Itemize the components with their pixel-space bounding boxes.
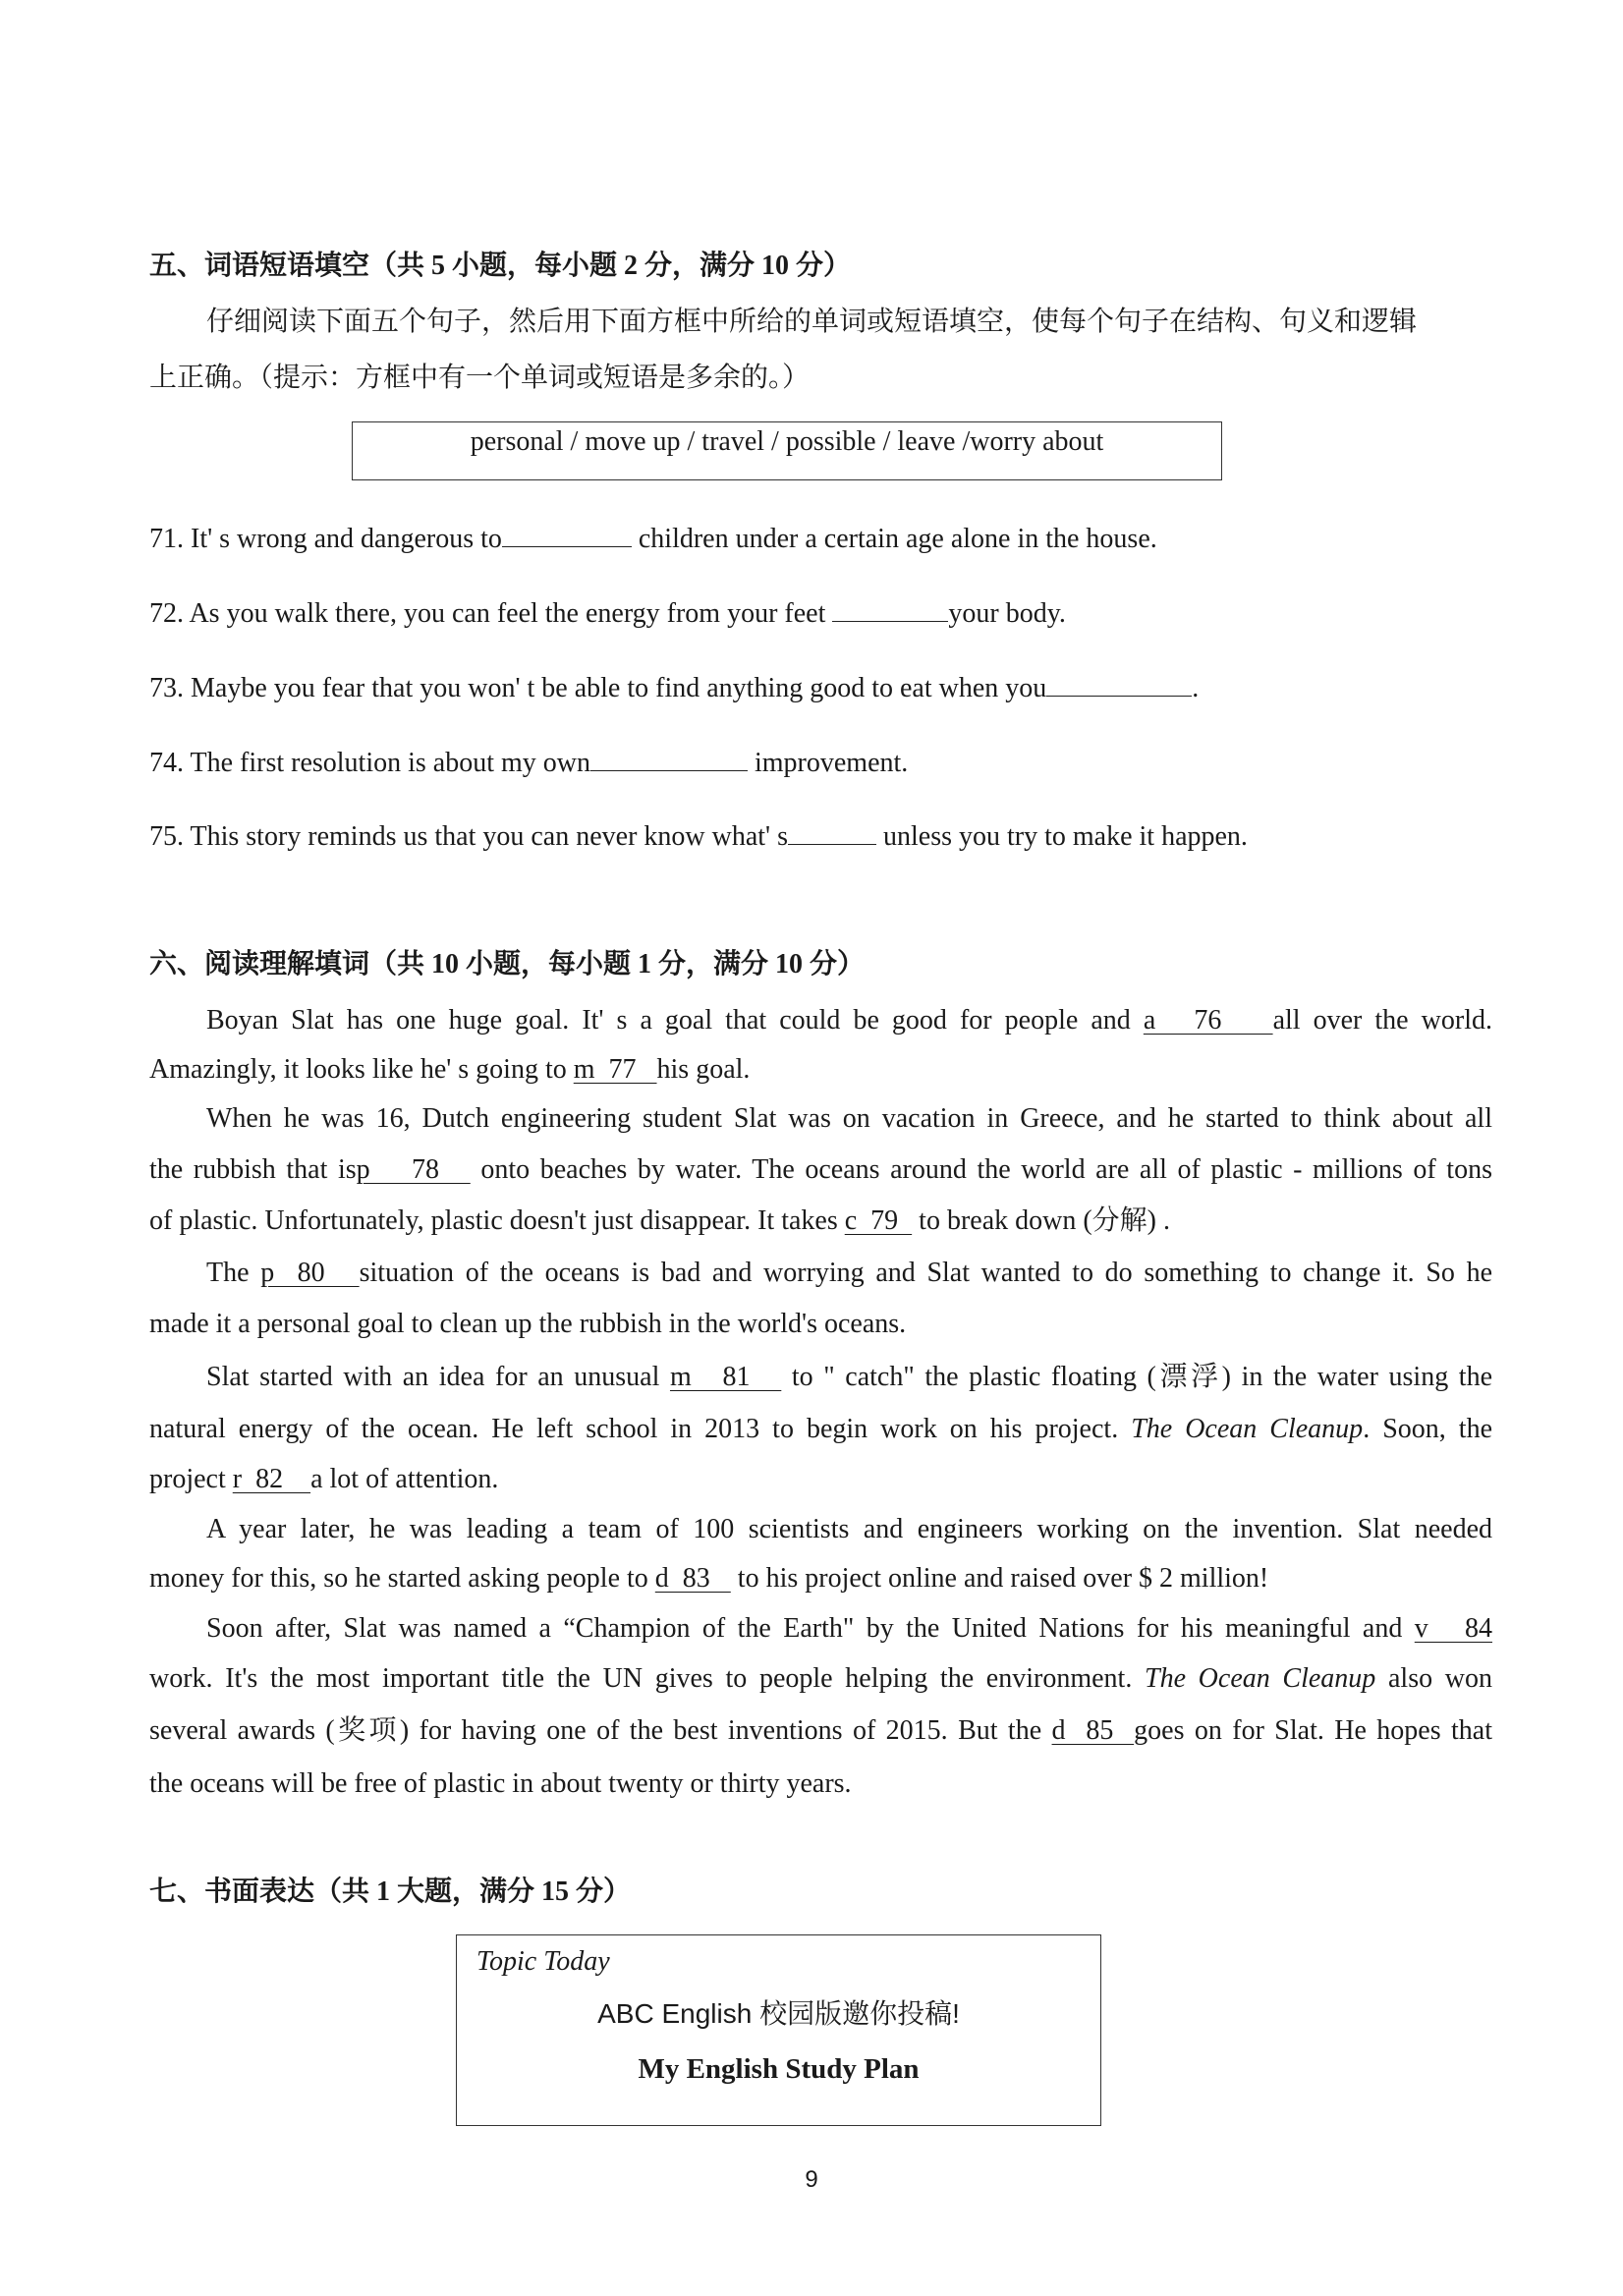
- passage-text: work. It's the most important title the UN gives to people helping the environment.: [149, 1663, 1145, 1694]
- passage-text: a lot of attention.: [310, 1464, 499, 1494]
- passage-text: all over the world.: [1272, 1005, 1492, 1036]
- passage-text: project: [149, 1464, 233, 1494]
- question-71-blank[interactable]: [502, 521, 632, 547]
- blank-78[interactable]: p 78: [356, 1154, 471, 1185]
- question-74-blank[interactable]: [590, 745, 748, 771]
- passage-text: several awards (奖项) for having one of the best inventions of 2015. But the: [149, 1715, 1052, 1746]
- passage-text: Amazingly, it looks like he' s going to: [149, 1054, 574, 1085]
- blank-82[interactable]: r 82: [232, 1464, 311, 1494]
- passage-line: [206, 1256, 1492, 1291]
- passage-line: [149, 1713, 1492, 1749]
- topic-box: [456, 1934, 1101, 2126]
- passage-line: [149, 1462, 498, 1497]
- passage-line: [206, 1360, 1492, 1395]
- passage-text: situation of the oceans is bad and worrying and Slat wanted to do something to change it. So he: [359, 1258, 1493, 1288]
- passage-line: [206, 1611, 1492, 1647]
- passage-line: A year later, he was leading a team of 100 scientists and engineers working on the invention. Slat needed: [206, 1514, 1492, 1544]
- question-72-text-after: your body.: [948, 598, 1066, 629]
- section5-instruction-2: 上正确。（提示：方框中有一个单词或短语是多余的。）: [149, 363, 811, 393]
- question-73-text-before: 73. Maybe you fear that you won' t be able to find anything good to eat when you: [149, 673, 1047, 703]
- question-71: [149, 521, 1157, 557]
- passage-line: When he was 16, Dutch engineering student Slat was on vacation in Greece, and he started to think about all: [206, 1103, 1492, 1134]
- passage-text: . Soon, the: [1363, 1414, 1492, 1444]
- word-box: [352, 421, 1222, 480]
- question-72: [149, 595, 1066, 632]
- passage-text: natural energy of the ocean. He left school in 2013 to begin work on his project.: [149, 1414, 1132, 1444]
- passage-text: The: [206, 1258, 261, 1288]
- passage-text: Boyan Slat has one huge goal. It' s a goal that could be good for people and: [206, 1005, 1144, 1036]
- blank-83[interactable]: d 83: [654, 1563, 731, 1594]
- project-name-italic: The Ocean Cleanup: [1131, 1414, 1364, 1444]
- passage-line: made it a personal goal to clean up the rubbish in the world's oceans.: [149, 1309, 907, 1339]
- question-71-text-before: 71. It' s wrong and dangerous to: [149, 524, 502, 554]
- passage-line: the oceans will be free of plastic in about twenty or thirty years.: [149, 1768, 852, 1799]
- essay-title: My English Study Plan: [638, 2053, 920, 2085]
- passage-line: [206, 1003, 1492, 1038]
- passage-line: [149, 1412, 1492, 1447]
- invitation-text: ABC English 校园版邀你投稿!: [597, 1998, 960, 2029]
- question-73-blank[interactable]: [1046, 670, 1192, 697]
- passage-text: money for this, so he started asking people to: [149, 1563, 655, 1594]
- page-number: 9: [805, 2166, 818, 2193]
- passage-text: also won: [1375, 1663, 1492, 1694]
- passage-text: the rubbish that is: [149, 1154, 357, 1185]
- blank-77[interactable]: m 77: [573, 1054, 657, 1085]
- passage-text: to his project online and raised over $ 2 million!: [730, 1563, 1269, 1594]
- question-72-blank[interactable]: [832, 595, 948, 622]
- question-74-text-before: 74. The first resolution is about my own: [149, 748, 590, 778]
- passage-text: of plastic. Unfortunately, plastic doesn't just disappear. It takes: [149, 1205, 845, 1236]
- question-71-text-after: children under a certain age alone in the house.: [631, 524, 1157, 554]
- question-75-blank[interactable]: [788, 818, 876, 845]
- question-75-text-before: 75. This story reminds us that you can never know what' s: [149, 821, 788, 852]
- passage-text: his goal.: [656, 1054, 751, 1085]
- section6-heading: 六、阅读理解填词（共 10 小题，每小题 1 分，满分 10 分）: [149, 949, 866, 980]
- blank-81[interactable]: m 81: [669, 1362, 782, 1392]
- passage-line: [149, 1052, 750, 1088]
- question-74: [149, 745, 908, 781]
- blank-76[interactable]: a 76: [1143, 1005, 1273, 1036]
- passage-text: Slat started with an idea for an unusual: [206, 1362, 670, 1392]
- passage-text: to break down (分解) .: [912, 1205, 1171, 1236]
- passage-line: [149, 1204, 1170, 1239]
- question-74-text-after: improvement.: [748, 748, 909, 778]
- blank-85[interactable]: d 85: [1051, 1715, 1135, 1746]
- word-box-text: personal / move up / travel / possible / leave /worry about: [470, 426, 1104, 457]
- project-name-italic: The Ocean Cleanup: [1145, 1663, 1376, 1694]
- blank-84[interactable]: v 84: [1414, 1613, 1493, 1644]
- passage-line: [149, 1561, 1268, 1596]
- section5-instruction-1: 仔细阅读下面五个句子，然后用下面方框中所给的单词或短语填空，使每个句子在结构、句义和逻辑: [206, 307, 1418, 337]
- passage-text: onto beaches by water. The oceans around the world are all of plastic - millions of tons: [470, 1154, 1492, 1185]
- blank-79[interactable]: c 79: [844, 1205, 913, 1236]
- passage-line: [149, 1152, 1492, 1188]
- question-73: [149, 670, 1199, 706]
- passage-text: Soon after, Slat was named a “Champion of the Earth" by the United Nations for his meaningful and: [206, 1613, 1415, 1644]
- topic-label: Topic Today: [476, 1946, 610, 1977]
- blank-80[interactable]: p 80: [260, 1258, 360, 1288]
- question-75: [149, 818, 1248, 855]
- question-75-text-after: unless you try to make it happen.: [876, 821, 1248, 852]
- section7-heading: 七、书面表达（共 1 大题，满分 15 分）: [149, 1876, 632, 1907]
- section5-heading: 五、词语短语填空（共 5 小题，每小题 2 分，满分 10 分）: [149, 251, 852, 281]
- passage-line: [149, 1661, 1492, 1697]
- passage-text: goes on for Slat. He hopes that: [1134, 1715, 1493, 1746]
- question-72-text-before: 72. As you walk there, you can feel the energy from your feet: [149, 598, 833, 629]
- passage-text: to " catch" the plastic floating (漂浮) in the water using the: [781, 1362, 1492, 1392]
- question-73-text-after: .: [1192, 673, 1200, 703]
